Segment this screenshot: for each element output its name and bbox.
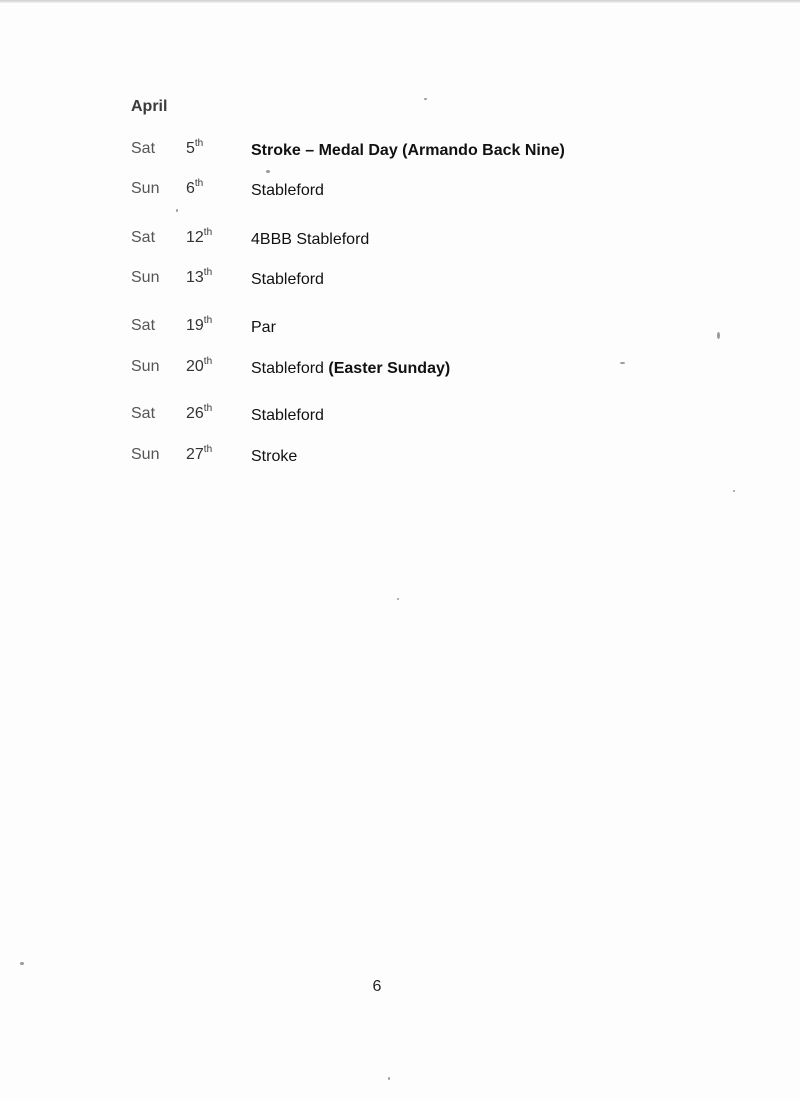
row-event: 4BBB Stableford: [251, 231, 370, 248]
row-date: 5th: [186, 137, 204, 157]
row-event: Par: [251, 319, 276, 336]
page-number: 6: [372, 978, 382, 995]
row-date: 6th: [186, 177, 204, 197]
row-event: Stroke – Medal Day (Armando Back Nine): [251, 142, 565, 159]
row-event: Stableford: [251, 182, 324, 199]
row-date: 26th: [186, 402, 213, 422]
schedule-row: [0, 266, 800, 293]
month-heading: April: [131, 98, 168, 115]
row-date: 27th: [186, 443, 213, 463]
schedule-row: [0, 137, 800, 164]
scan-speck: [717, 332, 720, 339]
scan-speck: [733, 490, 735, 492]
row-event: Stableford (Easter Sunday): [251, 360, 451, 377]
scan-speck: [20, 962, 24, 965]
scan-speck: [424, 98, 427, 100]
scan-speck: [266, 170, 270, 173]
scan-top-edge: [0, 0, 800, 3]
schedule-row: [0, 226, 800, 253]
scan-speck: [397, 598, 399, 600]
row-date: 20th: [186, 355, 213, 375]
schedule-row: [0, 314, 800, 341]
scan-speck: [620, 362, 625, 364]
row-day: Sat: [131, 229, 156, 246]
schedule-row: [0, 177, 800, 204]
scan-speck: [176, 209, 178, 212]
row-date: 12th: [186, 226, 213, 246]
row-day: Sun: [131, 446, 160, 463]
row-day: Sun: [131, 269, 160, 286]
scan-speck: [388, 1077, 390, 1080]
schedule-row: [0, 355, 800, 382]
row-event: Stableford: [251, 407, 324, 424]
row-event: Stroke: [251, 448, 298, 465]
row-day: Sun: [131, 180, 160, 197]
row-event: Stableford: [251, 271, 324, 288]
schedule-row: [0, 443, 800, 470]
row-date: 13th: [186, 266, 213, 286]
row-day: Sat: [131, 405, 156, 422]
row-day: Sat: [131, 317, 156, 334]
schedule-row: [0, 402, 800, 429]
row-day: Sun: [131, 358, 160, 375]
row-date: 19th: [186, 314, 213, 334]
row-day: Sat: [131, 140, 156, 157]
